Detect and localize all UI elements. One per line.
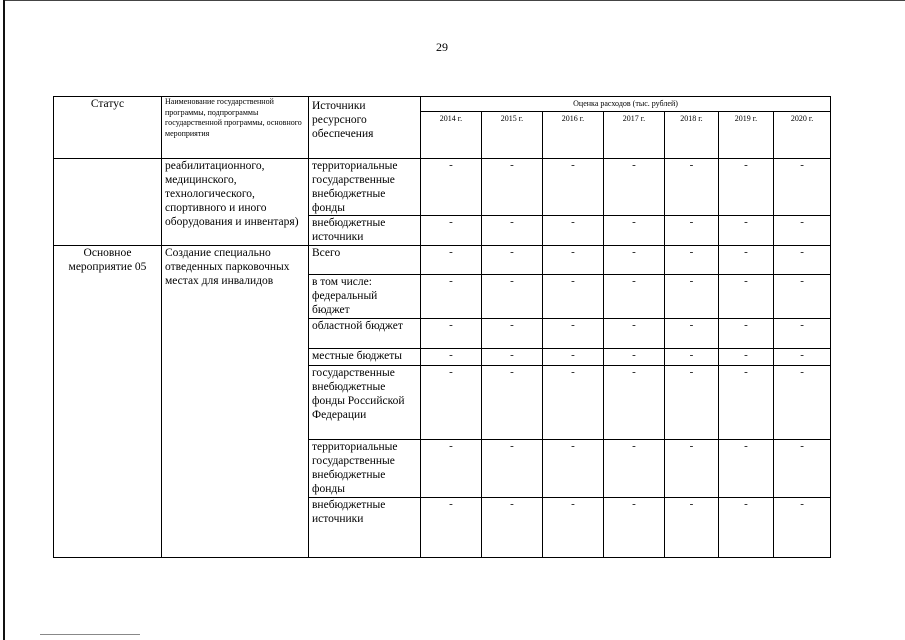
value-cell: -: [719, 159, 774, 216]
value-cell: -: [482, 275, 543, 319]
value-cell: -: [543, 216, 604, 246]
value-cell: -: [543, 349, 604, 366]
header-name: Наименование государственной программы, подпрограммы государственной программы, основного мероприятия: [162, 97, 309, 159]
value-cell: -: [482, 349, 543, 366]
header-sources: Источники ресурсного обеспечения: [309, 97, 421, 159]
value-cell: -: [665, 366, 719, 440]
year-2015: 2015 г.: [482, 112, 543, 159]
value-cell: -: [482, 246, 543, 275]
source-label: Всего: [309, 246, 421, 275]
value-cell: -: [719, 319, 774, 349]
value-cell: -: [665, 440, 719, 498]
value-cell: -: [482, 159, 543, 216]
value-cell: -: [482, 366, 543, 440]
value-cell: -: [482, 440, 543, 498]
value-cell: -: [665, 275, 719, 319]
page-number: 29: [436, 40, 448, 54]
value-cell: -: [543, 159, 604, 216]
value-cell: -: [421, 319, 482, 349]
value-cell: -: [543, 319, 604, 349]
source-label: внебюджетные источники: [309, 498, 421, 558]
continued-status-cell: [54, 159, 162, 246]
value-cell: -: [604, 366, 665, 440]
value-cell: -: [719, 349, 774, 366]
value-cell: -: [604, 246, 665, 275]
value-cell: -: [543, 246, 604, 275]
value-cell: -: [719, 275, 774, 319]
value-cell: -: [719, 216, 774, 246]
year-2017: 2017 г.: [604, 112, 665, 159]
value-cell: -: [774, 349, 831, 366]
value-cell: -: [719, 366, 774, 440]
source-label: областной бюджет: [309, 319, 421, 349]
value-cell: -: [719, 440, 774, 498]
value-cell: -: [604, 349, 665, 366]
value-cell: -: [421, 366, 482, 440]
value-cell: -: [421, 246, 482, 275]
value-cell: -: [665, 319, 719, 349]
value-cell: -: [665, 216, 719, 246]
value-cell: -: [421, 349, 482, 366]
value-cell: -: [482, 319, 543, 349]
value-cell: -: [774, 440, 831, 498]
header-status: Статус: [54, 97, 162, 159]
year-2019: 2019 г.: [719, 112, 774, 159]
source-label: территориальные государственные внебюджетные фонды: [309, 159, 421, 216]
value-cell: -: [421, 440, 482, 498]
value-cell: -: [543, 366, 604, 440]
value-cell: -: [665, 246, 719, 275]
value-cell: -: [774, 216, 831, 246]
value-cell: -: [604, 440, 665, 498]
value-cell: -: [604, 498, 665, 558]
value-cell: -: [774, 366, 831, 440]
value-cell: -: [543, 275, 604, 319]
activity-05-name: Создание специально отведенных парковочных местах для инвалидов: [162, 246, 309, 558]
year-2014: 2014 г.: [421, 112, 482, 159]
value-cell: -: [774, 275, 831, 319]
scan-top-edge: [5, 0, 905, 1]
value-cell: -: [719, 246, 774, 275]
source-label: в том числе: федеральный бюджет: [309, 275, 421, 319]
value-cell: -: [665, 498, 719, 558]
value-cell: -: [421, 275, 482, 319]
value-cell: -: [543, 498, 604, 558]
value-cell: -: [604, 275, 665, 319]
value-cell: -: [421, 498, 482, 558]
expense-table: [53, 96, 831, 558]
value-cell: -: [774, 498, 831, 558]
value-cell: -: [482, 216, 543, 246]
year-2020: 2020 г.: [774, 112, 831, 159]
value-cell: -: [604, 319, 665, 349]
value-cell: -: [543, 440, 604, 498]
value-cell: -: [774, 246, 831, 275]
continued-name: реабилитационного, медицинского, технологического, спортивного и иного оборудования и инвентаря): [162, 159, 309, 246]
value-cell: -: [665, 159, 719, 216]
source-label: государственные внебюджетные фонды Российской Федерации: [309, 366, 421, 440]
value-cell: -: [719, 498, 774, 558]
scan-bottom-mark: [40, 634, 140, 635]
value-cell: -: [421, 216, 482, 246]
year-2018: 2018 г.: [665, 112, 719, 159]
value-cell: -: [665, 349, 719, 366]
value-cell: -: [604, 216, 665, 246]
scan-left-edge: [3, 0, 5, 640]
value-cell: -: [482, 498, 543, 558]
status-main-activity-05: Основное мероприятие 05: [54, 246, 162, 558]
year-2016: 2016 г.: [543, 112, 604, 159]
value-cell: -: [774, 319, 831, 349]
value-cell: -: [421, 159, 482, 216]
header-estimate: Оценка расходов (тыс. рублей): [421, 97, 831, 112]
value-cell: -: [774, 159, 831, 216]
value-cell: -: [604, 159, 665, 216]
source-label: внебюджетные источники: [309, 216, 421, 246]
source-label: территориальные государственные внебюджетные фонды: [309, 440, 421, 498]
source-label: местные бюджеты: [309, 349, 421, 366]
